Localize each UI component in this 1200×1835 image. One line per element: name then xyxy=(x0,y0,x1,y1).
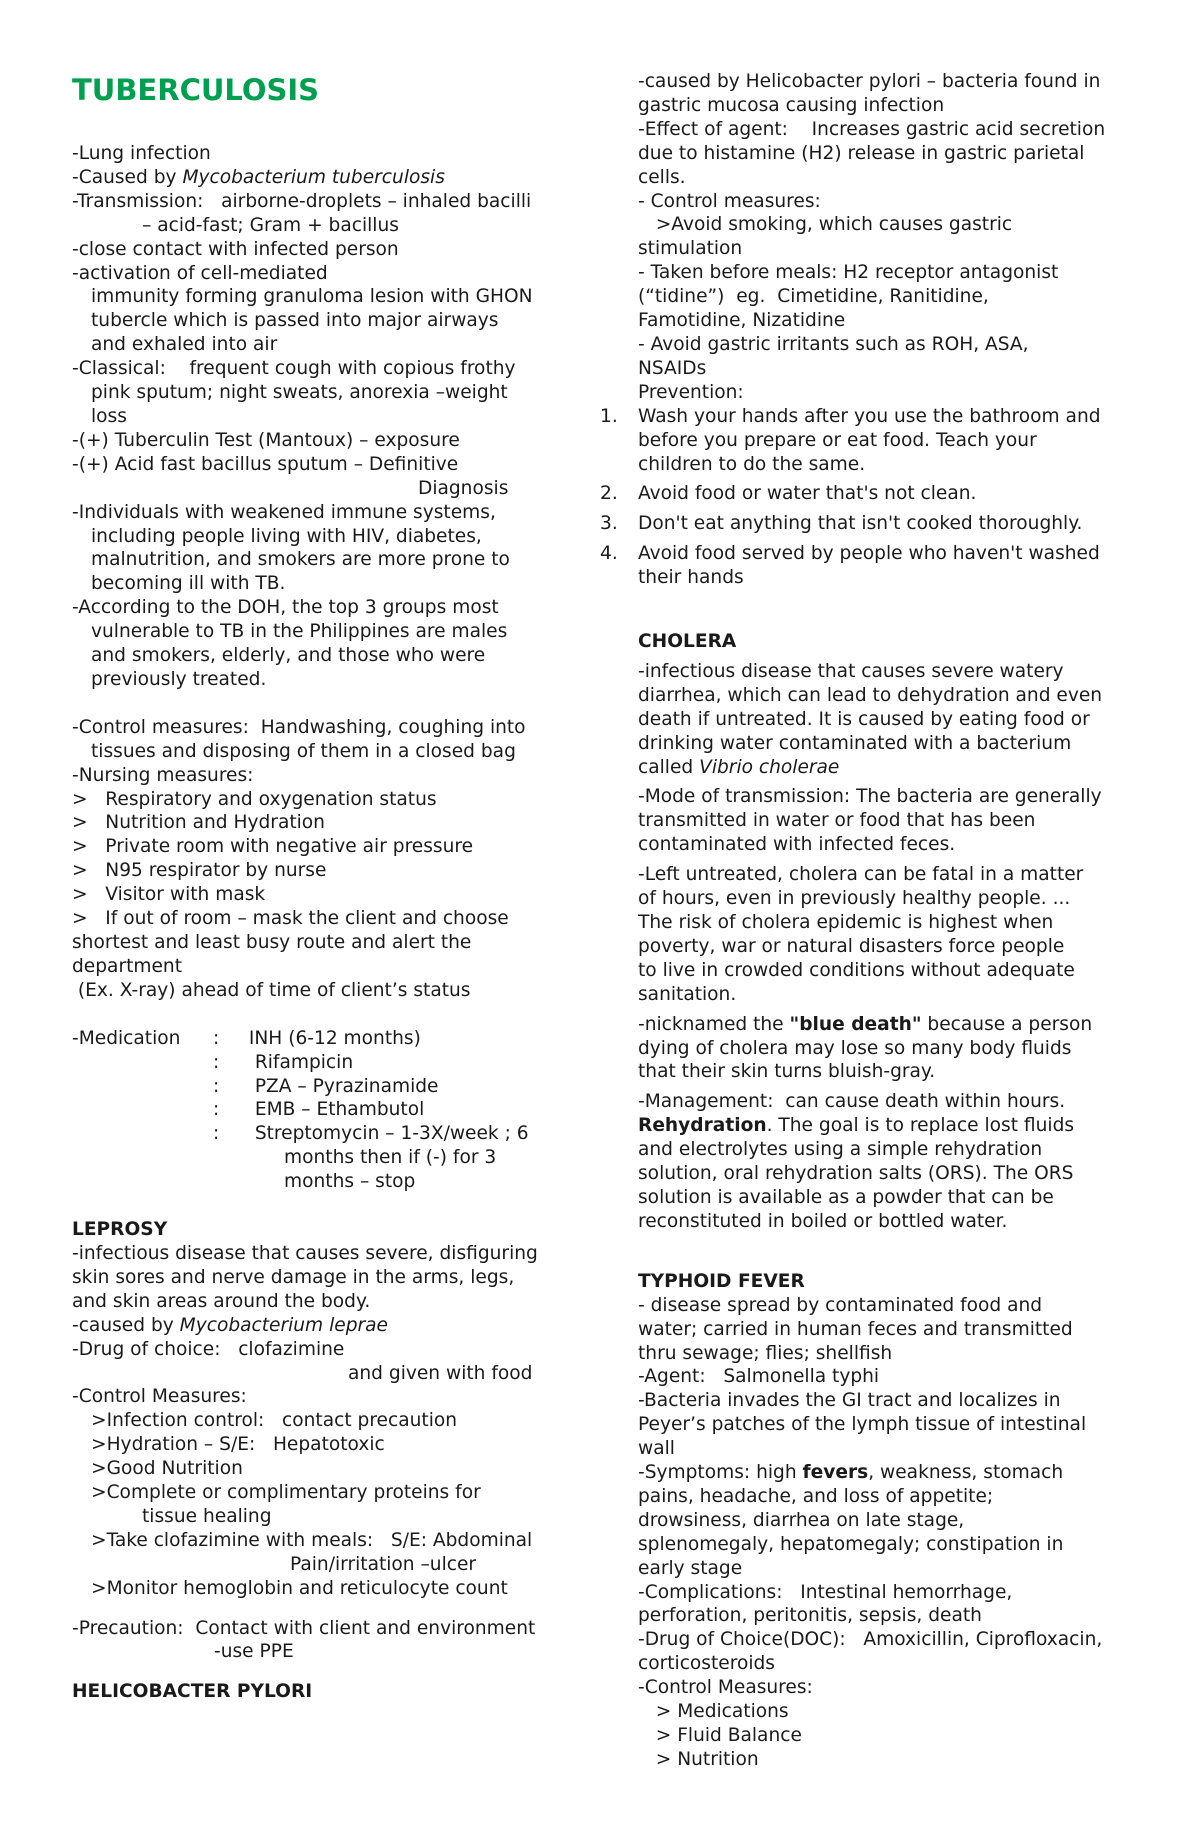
text-line: Prevention: xyxy=(638,381,744,403)
text-line: - disease spread by contaminated food and xyxy=(638,1294,1043,1316)
text-line: tissue healing xyxy=(142,1505,272,1527)
cholera-section xyxy=(638,630,1158,1234)
text-line: tissues and disposing of them in a closed bag xyxy=(91,740,516,762)
text-line: -Control Measures: xyxy=(72,1386,247,1408)
text-line: -Effect of agent: Increases gastric acid secretion xyxy=(638,118,1106,140)
text-line: Pain/irritation –ulcer xyxy=(290,1553,477,1575)
list-item xyxy=(600,542,1158,590)
text-line: -Complications: Intestinal hemorrhage, xyxy=(638,1581,1013,1603)
paragraph xyxy=(638,1090,1158,1233)
text-span: . The goal is to replace lost fluids xyxy=(766,1115,1075,1137)
text-line: loss xyxy=(91,405,127,427)
medication-row xyxy=(72,1098,592,1122)
text-line: perforation, peritonitis, sepsis, death xyxy=(638,1605,982,1627)
colon: : xyxy=(213,1027,220,1049)
list-item: > Medications xyxy=(638,1701,789,1723)
text-line: before you prepare or eat food. Teach your xyxy=(638,429,1037,451)
text-line: -(+) Acid fast bacillus sputum – Definitive xyxy=(72,453,459,475)
spacer xyxy=(638,1240,1158,1270)
colon: : xyxy=(213,1123,220,1145)
section-heading: HELICOBACTER PYLORI xyxy=(72,1681,313,1703)
text-line xyxy=(638,1461,1158,1485)
text-line: becoming ill with TB. xyxy=(91,573,286,595)
medication-row xyxy=(72,1051,592,1075)
italic-term: Vibrio cholerae xyxy=(699,756,840,778)
text-line: dying of cholera may lose so many body fluids xyxy=(638,1037,1072,1059)
text-line: -Control measures: Handwashing, coughing into xyxy=(72,716,526,738)
text-line: -According to the DOH, the top 3 groups most xyxy=(72,597,499,619)
text-line: months – stop xyxy=(284,1171,416,1193)
text-line: reconstituted in boiled or bottled water. xyxy=(638,1210,1008,1232)
medication-item: PZA – Pyrazinamide xyxy=(243,1075,439,1097)
colon: : xyxy=(213,1051,220,1073)
right-column xyxy=(600,0,1158,1772)
spacer xyxy=(72,1601,592,1617)
text-line: and electrolytes using a simple rehydration xyxy=(638,1139,1043,1161)
text-line: gastric mucosa causing infection xyxy=(638,94,945,116)
text-line: (“tidine”) eg. Cimetidine, Ranitidine, xyxy=(638,286,989,308)
text-line: -use PPE xyxy=(214,1641,294,1663)
text-span: because a person xyxy=(921,1013,1093,1035)
list-item xyxy=(600,482,1158,506)
spacer xyxy=(72,692,592,716)
text-span: -Symptoms: high xyxy=(638,1462,803,1484)
text-line: contaminated with infected feces. xyxy=(638,834,956,856)
text-span: called xyxy=(638,756,700,778)
text-line: department xyxy=(72,955,183,977)
bold-term: Rehydration xyxy=(638,1115,767,1137)
medication-item: Rifampicin xyxy=(243,1051,354,1073)
section-heading: LEPROSY xyxy=(72,1219,168,1241)
text-line: corticosteroids xyxy=(638,1653,775,1675)
italic-term: Mycobacterium leprae xyxy=(179,1314,388,1336)
text-line: -Management: can cause death within hours. xyxy=(638,1091,1066,1113)
text-line: vulnerable to TB in the Philippines are males xyxy=(91,621,508,643)
text-line: Avoid food served by people who haven't washed xyxy=(638,543,1100,565)
text-line: - Avoid gastric irritants such as ROH, ASA, xyxy=(638,333,1029,355)
text-line: >Take clofazimine with meals: S/E: Abdominal xyxy=(91,1529,533,1551)
medication-row xyxy=(72,1122,592,1146)
text-line: -Drug of Choice(DOC): Amoxicillin, Ciprofloxacin, xyxy=(638,1629,1103,1651)
text-line: – acid-fast; Gram + bacillus xyxy=(142,214,399,236)
medication-row xyxy=(72,1027,592,1051)
text-line xyxy=(638,756,1158,780)
text-span: -Caused by xyxy=(72,166,183,188)
text-line: sanitation. xyxy=(638,983,737,1005)
text-line: >Infection control: contact precaution xyxy=(91,1410,458,1432)
text-line: >Good Nutrition xyxy=(91,1458,243,1480)
helicobacter-pylori-section xyxy=(600,70,1158,590)
text-line: pains, headache, and loss of appetite; xyxy=(638,1485,994,1507)
text-line: splenomegaly, hepatomegaly; constipation in xyxy=(638,1533,1064,1555)
list-number: 1. xyxy=(600,405,618,427)
text-line: pink sputum; night sweats, anorexia –weight xyxy=(91,382,508,404)
text-line: children to do the same. xyxy=(638,453,866,475)
text-line: early stage xyxy=(638,1557,743,1579)
text-line: >Avoid smoking, which causes gastric xyxy=(638,214,1013,236)
text-line: -Transmission: airborne-droplets – inhaled bacilli xyxy=(72,190,532,212)
text-line: previously treated. xyxy=(91,668,267,690)
text-line: including people living with HIV, diabetes, xyxy=(91,525,482,547)
text-line: poverty, war or natural disasters force people xyxy=(638,935,1065,957)
text-line: Diagnosis xyxy=(418,477,509,499)
text-line: diarrhea, which can lead to dehydration and even xyxy=(638,684,1103,706)
text-line: Famotidine, Nizatidine xyxy=(638,310,846,332)
medication-item: INH (6-12 months) xyxy=(243,1027,421,1049)
text-line: water; carried in human feces and transmitted xyxy=(638,1318,1073,1340)
text-line: drinking water contaminated with a bacterium xyxy=(638,732,1072,754)
leprosy-section xyxy=(72,1218,592,1664)
text-line: >Complete or complimentary proteins for xyxy=(91,1482,481,1504)
nursing-item: > Visitor with mask xyxy=(72,884,266,906)
italic-term: Mycobacterium tuberculosis xyxy=(182,166,445,188)
text-line: -close contact with infected person xyxy=(72,238,399,260)
text-line xyxy=(638,1114,1158,1138)
text-line: - Taken before meals: H2 receptor antagonist xyxy=(638,262,1059,284)
typhoid-section xyxy=(638,1270,1158,1772)
list-item xyxy=(600,405,1158,477)
page-title: TUBERCULOSIS xyxy=(72,73,320,107)
medication-item: Streptomycin – 1-3X/week ; 6 xyxy=(243,1123,529,1145)
text-span: -caused by xyxy=(72,1314,180,1336)
medication-label: -Medication xyxy=(72,1027,181,1049)
text-line: Avoid food or water that's not clean. xyxy=(638,483,977,505)
medication-row xyxy=(72,1075,592,1099)
text-line xyxy=(72,166,592,190)
text-line: to live in crowded conditions without adequate xyxy=(638,959,1075,981)
text-line: -Mode of transmission: The bacteria are generally xyxy=(638,786,1102,808)
text-line: drowsiness, diarrhea on late stage, xyxy=(638,1509,965,1531)
bold-term: "blue death" xyxy=(789,1013,922,1035)
text-line: -Agent: Salmonella typhi xyxy=(638,1366,880,1388)
text-line: -Individuals with weakened immune systems, xyxy=(72,501,496,523)
text-line xyxy=(72,1314,592,1338)
colon: : xyxy=(213,1099,220,1121)
text-line: -caused by Helicobacter pylori – bacteria found in xyxy=(638,71,1101,92)
paragraph xyxy=(638,660,1158,780)
text-line: malnutrition, and smokers are more prone to xyxy=(91,549,510,571)
left-column xyxy=(72,0,592,1704)
text-line: stimulation xyxy=(638,238,743,260)
nursing-item: > N95 respirator by nurse xyxy=(72,860,327,882)
text-line: due to histamine (H2) release in gastric parietal xyxy=(638,142,1085,164)
text-line: of hours, even in previously healthy people. ... xyxy=(638,888,1071,910)
spacer xyxy=(72,1194,592,1218)
text-line: The risk of cholera epidemic is highest when xyxy=(638,912,1054,933)
text-line: NSAIDs xyxy=(638,357,707,379)
text-line: death if untreated. It is caused by eating food or xyxy=(638,708,1090,730)
text-line: -Left untreated, cholera can be fatal in a matter xyxy=(638,864,1084,886)
list-item xyxy=(600,512,1158,536)
text-line: and skin areas around the body. xyxy=(72,1290,371,1312)
paragraph xyxy=(638,1013,1158,1085)
text-line: solution is available as a powder that can be xyxy=(638,1186,1054,1208)
text-line: (Ex. X-ray) ahead of time of client’s status xyxy=(72,979,471,1001)
text-line: transmitted in water or food that has been xyxy=(638,810,1036,832)
text-line: solution, oral rehydration salts (ORS). The ORS xyxy=(638,1163,1074,1185)
text-line: -infectious disease that causes severe, disfiguring xyxy=(72,1242,538,1264)
text-line: -infectious disease that causes severe watery xyxy=(638,660,1064,682)
spacer xyxy=(638,596,1158,630)
nursing-item: > Private room with negative air pressure xyxy=(72,836,474,858)
text-span: , weakness, stomach xyxy=(868,1462,1064,1484)
text-line: months then if (-) for 3 xyxy=(284,1147,497,1169)
section-heading: TYPHOID FEVER xyxy=(638,1270,805,1292)
text-line: shortest and least busy route and alert the xyxy=(72,932,472,953)
text-line: wall xyxy=(638,1438,675,1460)
nursing-item: > Nutrition and Hydration xyxy=(72,812,325,834)
text-line: cells. xyxy=(638,166,686,188)
spacer xyxy=(72,1003,592,1027)
nursing-item: > If out of room – mask the client and choose xyxy=(72,908,509,930)
text-line: -Nursing measures: xyxy=(72,764,254,786)
list-number: 4. xyxy=(600,543,618,565)
text-line: -(+) Tuberculin Test (Mantoux) – exposure xyxy=(72,429,460,451)
text-line: >Hydration – S/E: Hepatotoxic xyxy=(91,1434,385,1456)
text-line: and given with food xyxy=(348,1362,533,1384)
paragraph xyxy=(638,785,1158,857)
text-line: -Classical: frequent cough with copious frothy xyxy=(72,358,516,380)
text-line: Wash your hands after you use the bathroom and xyxy=(638,405,1101,427)
text-line: skin sores and nerve damage in the arms, legs, xyxy=(72,1266,515,1288)
medication-item: EMB – Ethambutol xyxy=(243,1099,425,1121)
paragraph xyxy=(638,863,1158,1006)
text-line: immunity forming granuloma lesion with GHON xyxy=(91,286,533,308)
tuberculosis-section xyxy=(72,142,592,1194)
spacer xyxy=(72,1664,592,1680)
nursing-item: > Respiratory and oxygenation status xyxy=(72,788,437,810)
text-line: that their skin turns bluish-gray. xyxy=(638,1061,936,1083)
text-line xyxy=(638,1013,1158,1037)
text-line: -activation of cell-mediated xyxy=(72,262,328,284)
text-line: Don't eat anything that isn't cooked thoroughly. xyxy=(638,513,1083,535)
text-line: -Precaution: Contact with client and environment xyxy=(72,1617,536,1639)
text-line: -Bacteria invades the GI tract and localizes in xyxy=(638,1390,1061,1412)
text-line: - Control measures: xyxy=(638,190,821,212)
text-line: -Drug of choice: clofazimine xyxy=(72,1338,345,1360)
text-line: >Monitor hemoglobin and reticulocyte count xyxy=(91,1577,508,1599)
text-span: -nicknamed the xyxy=(638,1013,790,1035)
list-item: > Fluid Balance xyxy=(638,1725,802,1746)
text-line: and smokers, elderly, and those who were xyxy=(91,645,486,667)
text-line: thru sewage; flies; shellfish xyxy=(638,1342,893,1364)
text-line: Peyer’s patches of the lymph tissue of intestinal xyxy=(638,1414,1087,1436)
text-line: -Lung infection xyxy=(72,143,211,164)
text-line: and exhaled into air xyxy=(91,334,278,356)
section-heading: CHOLERA xyxy=(638,631,737,653)
list-number: 2. xyxy=(600,483,618,505)
text-line: -Control Measures: xyxy=(638,1677,813,1699)
list-number: 3. xyxy=(600,513,618,535)
text-line: their hands xyxy=(638,567,744,589)
text-line: tubercle which is passed into major airways xyxy=(91,310,499,332)
bold-term: fevers xyxy=(802,1462,869,1484)
colon: : xyxy=(213,1075,220,1097)
list-item: > Nutrition xyxy=(638,1748,759,1770)
